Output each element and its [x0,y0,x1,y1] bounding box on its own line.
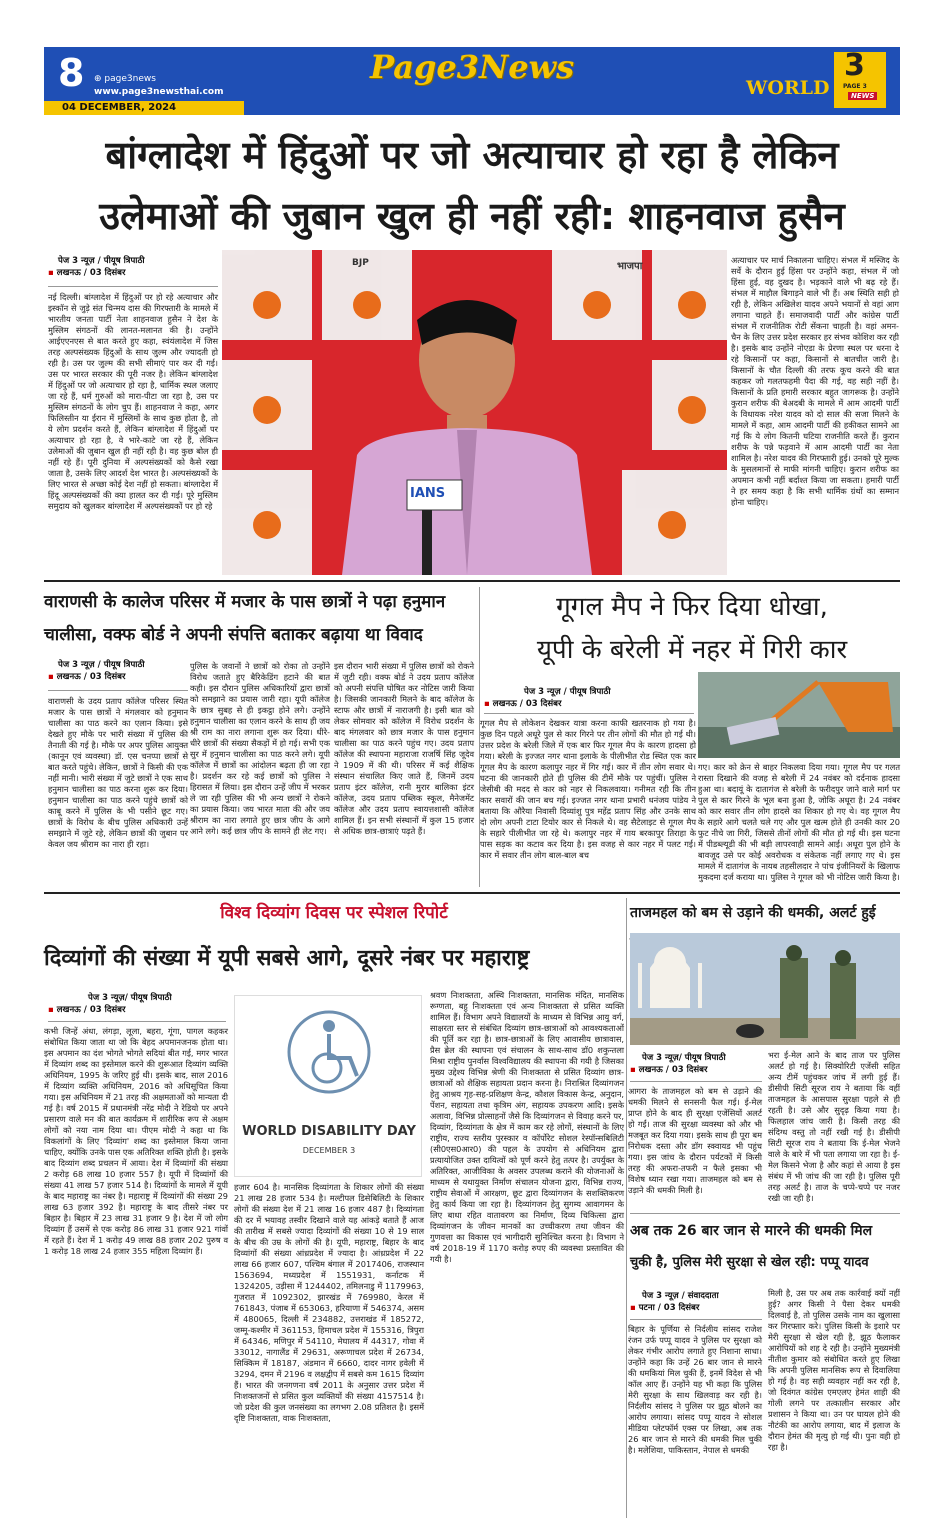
tajmahal-photo [630,933,900,1045]
byline-agency: पेज 3 न्यूज़ / पीयूष त्रिपाठी [58,256,145,266]
google-body-left: गूगल मैप से लोकेशन देखकर यात्रा करना काफी खतरनाक हो गया है। कुछ दिन पहले अधूरे पुल से कार गिरने पर तीन लोगों की मौत हो गई थी। उत्तर प्रदेश के बरेली जिले में एक बार फिर गूगल मैप के कारण हादसा हो गया। बरेली के इज्जत नगर थाना इलाके के पीलीभीत रोड स्थित एक कार गूगल मैप के कारण कलापुर नहर में गिर गई। कार में तीन लोग सवार थे। घटना की जानकारी होते ही पुलिस की टीमें मौके पर पहुंचीं। पुलिस ने जेसीबी की मदद से कार को नहर से निकलवाया। गनीमत रही कि तीन कार सवारों की जान बच गई। इज्जत नगर थाना प्रभारी धनंजय पांडेय ने बताया कि औरैया निवासी दिव्यांशु पुत्र महेंद्र प्रताप सिंह और उनके साथ दो लोग अपनी टाटा टियोर कार से निकले थे। वह सैटेलाइट से गूगल मैप के सहारे पीलीभीत जा रहे थे। कलापुर नहर में गाय बरकापुर तिराहा के पास सड़क का कटाव कर दिया है। इस वजह से कार नहर में पलट गई। कार में सवार तीन लोग बाल-बाल बच [480,718,696,860]
badge-line1: PAGE 3 [843,83,867,90]
tajmahal-body-right: भरा ई-मेल आने के बाद ताज पर पुलिस अलर्ट हो गई है। सिक्योरिटी एजेंसी सहित अन्य टीमें पहुंचकर जांच में लगी हुई हैं। डीसीपी सिटी सूरज राय ने बताया कि वहीं ताजमहल के आसपास सुरक्षा पहले से ही रहती है। उसे और सुदृढ़ किया गया है। फिलहाल जांच जारी है। किसी तरह की संदिग्ध वस्तु तो नहीं रखी गई है। डीसीपी सिटी सूरज राय ने बताया कि ई-मेल भेजने वाले के बारे में भी पता लगाया जा रहा है। ई-मेल किसने भेजा है और कहां से आया है इस संबंध में भी जांच की जा रही है। पुलिस पूरी तरह अलर्ट है। ताज के चप्पे-चप्पे पर नजर रखी जा रही है। [768,1050,900,1203]
byline-place: ▪ लखनऊ / 03 दिसंबर [484,699,562,709]
photo-graphic [698,672,900,758]
lead-headline-line2: उलेमाओं की जुबान खुल ही नहीं रही: शाहनवाज हुसैन [99,194,845,238]
divider [630,1213,900,1214]
divider [48,690,188,691]
varanasi-col3: इस दौरान भारी संख्या में पुलिस छात्रों को रोकने में जुटी रही। वक्फ बोर्ड ने उदय प्रताप कॉलेज को अपनी संपत्ति घोषित कर नोटिस जारी किया है। जिसकी जानकारी मिलने के बाद कॉलेज के स्टाफ और छात्रों में नाराजगी है। इसी बात को लेकर सोमवार को कॉलेज में विरोध प्रदर्शन के बाद मंगलवार को छात्र मजार के पास हनुमान चालीसा का पाठ करने पहुंच गए। उदय प्रताप कॉलेज की स्थापना महाराजा राजर्षि सिंह जूदेव ने 1909 में की थी। परिसर में कई शैक्षिक संस्थान संचालित किए जाते हैं, जिनमें उदय प्रताप इंटर कॉलेज, रानी मुरार बालिका इंटर कॉलेज, उदय प्रताप पब्लिक स्कूल, मैनेजमेंट कॉलेज और उदय प्रताप स्वायत्तशासी कॉलेज शामिल हैं। इन सभी संस्थानों में कुल 15 हजार से अधिक छात्र-छात्राएं पढ़ते हैं। [334,661,474,836]
varanasi-headline-line2: चालीसा, वक्फ बोर्ड ने अपनी संपत्ति बताकर बढ़ाया था विवाद [44,625,423,645]
divider [44,892,900,894]
disability-day-logo [234,995,422,1177]
photo-graphic [222,250,727,575]
logo-title: WORLD DISABILITY DAY [242,1124,416,1139]
column-divider [626,898,627,1518]
logo [370,48,580,96]
tajmahal-byline [630,1052,762,1080]
google-headline-line2: यूपी के बरेली में नहर में गिरी कार [536,635,848,665]
byline-agency: पेज 3 न्यूज़ / पीयूष त्रिपाठी [58,660,145,670]
varanasi-col1: वाराणसी के उदय प्रताप कॉलेज परिसर स्थित मजार के पास छात्रों ने मंगलवार को हनुमान चालीसा का पाठ करने का एलान किया। इसे देखते हुए मौके पर भारी संख्या में पुलिस की तैनाती की गई है। मौके पर अपर पुलिस आयुक्त (कानून एवं व्यवस्था) डॉ. एस चनप्पा छात्रों से बात करते पहुंचे। लेकिन, छात्रों ने किसी की एक नहीं मानी। भारी संख्या में जुटे छात्रों ने एक साथ हनुमान चालीसा का पाठ करना शुरू कर दिया। हनुमान चालीसा का पाठ करने पहुंचे छात्रों को काबू करने में पुलिस के भी पसीने छूट गए। छात्रों के विरोध के बीच पुलिस अधिकारी उन्हें समझाने में जुटे रहे, लेकिन छात्रों की जुबान पर केवल जय श्रीराम का नारा ही रहा। [48,696,188,849]
page3-badge [834,48,886,108]
logo-date: DECEMBER 3 [302,1146,356,1155]
byline-place: ▪ लखनऊ / 03 दिसंबर [48,672,126,682]
varanasi-headline-line1: वाराणसी के कालेज परिसर में मजार के पास छात्रों ने पढ़ा हनुमान [44,592,446,612]
lead-headline-line1: बांग्लादेश में हिंदुओं पर जो अत्याचार हो रहा है लेकिन [105,133,839,177]
disability-col3: श्रवण निःशक्तता, अस्थि निःशक्तता, मानसिक मंदित, मानसिक रूग्णता, बहु निःशक्तता एवं अन्य निःशक्तता से प्रसित व्यक्ति शामिल हैं। विभाग अपने विद्यालयों के माध्यम से विभिन्न आयु वर्ग, साक्षरता स्तर से संबंधित दिव्यांग छात्र-छात्राओं को आवश्यकताओं की पूर्ति कर रहा है। छात्र-छात्राओं के लिए आवासीय छात्रावास, प्रैस ब्रेल की स्थापना एवं संचालन के साथ-साथ डॉ0 शकुन्तला मिश्रा राष्ट्रीय पुनर्वास विश्वविद्यालय की स्थापना की गयी है जिसका मुख्य उद्देश्य विभिन्न श्रेणी की निःशक्तता से प्रसित दिव्यांग छात्र-छात्राओं को शैक्षिक सहायता प्रदान करना है। निराश्रित दिव्यांगजन हेतु आश्रय गृह-सह-प्रशिक्षण केन्द्र, कौशल विकास केन्द्र, अनुदान, पेंशन, सहायता तथा कृत्रिम अंग, सहायक उपकरण आदि। इसके अलावा, विभिन्न प्रोत्साहनों जैसे कि दिव्यांगजन से विवाह करने पर, दिव्यांग, दिव्यांगता के क्षेत्र में काम कर रहे लोगों, संस्थानों के लिए राष्ट्रीय, राज्य स्तरीय पुरस्कार व कॉर्पोरेट सोशल रेस्पॉन्सबिलिटी (सी0एस0आर0) की पहल के उपयोग से अधिनियम द्वारा प्रत्यायोजित उक्त दायित्वों को पूर्ण करने हेतु तत्पर है। उपर्युक्त के अतिरिक्त, आजीविका के अवसर उपलब्ध कराने की योजनाओं के माध्यम से यथायुक्त निर्माण संचालन योजना द्वारा, विभिन्न राज्य, राष्ट्रीय सेवाओं में आरक्षण, छूट द्वारा दिव्यांगजन के सशक्तिकरण हेतु कार्य किया जा रहा है। दिव्यांगजन हेतु सुगम्य आवागमन के लिए बाधा रहित वातावरण का निर्माण, दिव्य चिकित्सा द्वारा दिव्यांगजन के जीवन मानकों का उच्चीकरण तथा जीवन की गुणवत्ता का विकास एवं भागीदारी सुनिश्चित करना है। विभाग ने वर्ष 2018-19 में 1170 करोड़ रुपए की व्यवस्था प्रस्तावित की गयी है। [430,990,624,1264]
shahnawaz-photo [222,250,727,575]
google-headline-line1: गूगल मैप ने फिर दिया धोखा, [556,592,828,622]
backdrop-text-bjp: BJP [352,258,369,268]
google-body-right: गए। कार को क्रेन से बाहर निकलवा दिया गया। गूगल मैप पर गलत रास्ता दिखाने की वजह से बरेली में 24 नवंबर को दर्दनाक हादसा हुआ था। बदायूं के दातागंज से बरेली के फरीदपुर जाने वाले मार्ग पर पुल से कार गिरने के भूल बना हुआ है, जोकि अधूरा है। 24 नवंबर को कार सवार तीन लोग हादसे का शिकार हो गए थे। वह गूगल मैप के सहारे आगे चलते चले गए और पुल खत्म होते ही उनकी कार 20 फुट नीचे जा गिरी, जिससे तीनों लोगों की मौत हो गई थी। इस घटना में पीडब्ल्यूडी की भी बड़ी लापरवाही सामने आई। अधूरा पुल होने के बावजूद उसे पर कोई अवरोधक व संकेतक नहीं लगाए गए थे। इस मामले में दातागंज के नायब तहसीलदार ने पांच इंजीनियरों के खिलाफ मुकदमा दर्ज कराया था। पुलिस ने गूगल को भी नोटिस जारी किया है। [698,762,900,882]
divider [48,286,218,287]
byline-place: ▪ पटना / 03 दिसंबर [630,1303,700,1313]
section-label: WORLD [746,77,830,99]
mic-label: IANS [410,486,446,501]
pappu-byline [630,1290,762,1318]
pappu-headline-line2: चुकी है, पुलिस मेरी सुरक्षा से खेल रही: पप्पू यादव [630,1255,869,1270]
byline-agency: पेज 3 न्यूज़ / पीयूष त्रिपाठी [524,687,611,697]
backdrop-text-bjp-hi: भाजपा [617,261,643,272]
byline-place: ▪ लखनऊ / 03 दिसंबर [630,1065,708,1075]
badge-number: 3 [844,48,865,83]
lead-body-left: नई दिल्ली। बांग्लादेश में हिंदुओं पर हो रहे अत्याचार और इस्कॉन से जुड़े संत चिन्मय दास की गिरफ्तारी के मामले में भारतीय जनता पार्टी नेता शाहनवाज हुसैन ने देश के मुस्लिम संगठनों की लानत-मलानत की है। उन्होंने आईएएनएस से बात करते हुए कहा, स्वंयंलादेश में जिस तरह अल्पसंख्यक हिंदुओं के साथ जुल्म और ज्यादती हो रही है। उस पर जुल्म की सभी सीमाएं पार कर दी गई। उस पर भारत सरकार की पूरी नजर है। लेकिन बांग्लादेश में हिंदुओं पर जो अत्याचार हो रहा है, धार्मिक स्थल जलाए जा रहे हैं, धर्म गुरुओं को मारा-पीटा जा रहा है, उस पर मुस्लिम संगठनों के लोग चुप हैं। शाहनवाज ने कहा, अगर फिलिस्तीन या ईरान में मुस्लिमों के साथ कुछ होता है, तो ये लोग प्रदर्शन करते हैं, लेकिन बांग्लादेश में हिंदुओं पर अत्याचार हो रहा है, वे भारे-काटे जा रहे हैं, लेकिन उलेमाओं की जुबान खुल ही नहीं रही है। वह कुछ बोल ही नहीं रहे हैं। पूरी दुनिया में अल्पसंख्यकों को कैसे रखा जाता है, उसके लिए आदर्श देश भारत है। अल्पसंख्यकों के लिए भारत से अच्छा कोई देश नहीं हो सकता। बांग्लादेश में हिंदू अल्पसंख्यकों की क्या हालत कर दी गई। पूरे मुस्लिम समुदाय को खुलकर बांग्लादेश में अल्पसंख्यकों पर हो रहे [48,292,218,511]
byline-agency: पेज 3 न्यूज़/ पीयूष त्रिपाठी [88,993,172,1003]
photo-graphic [630,933,900,1045]
tajmahal-body-left: आगरा के ताजमहल को बम से उड़ाने की धमकी मिलने से सनसनी फैल गई। ई-मेल प्राप्त होने के बाद ही सुरक्षा एजेंसियों अलर्ट हो गईं। ताज की सुरक्षा व्यवस्था को और भी मजबूत कर दिया गया। इसके साथ ही पूरा बम निरोधक दस्ता और डॉग स्क्वायड भी पहुंच गया। इस जांच के दौरान पर्यटकों में किसी तरह की अफरा-तफरी न फैले इसका भी विशेष ध्यान रखा गया। ताजमहल को बम से उड़ाने की धमकी मिली है। [628,1086,762,1195]
canal-car-photo [698,672,900,758]
pappu-headline-line1: अब तक 26 बार जान से मारने की धमकी मिल [630,1223,873,1239]
varanasi-byline [48,659,188,689]
page-number: 8 [58,51,85,95]
logo-text: Page3News [370,48,575,86]
pappu-body-left: बिहार के पूर्णिया से निर्दलीय सांसद राजेश रंजन उर्फ पप्पू यादव ने पुलिस पर सुरक्षा को लेकर गंभीर आरोप लगाते हुए निशाना साधा। उन्होंने कहा कि उन्हें 26 बार जान से मारने की धमकियां मिल चुकी हैं, इनमें विदेश से भी कॉल आए हैं। उन्होंने यह भी कहा कि पुलिस मेरी सुरक्षा के साथ खिलवाड़ कर रही है। निर्दलीय सांसद ने पुलिस पर झूठ बोलने का आरोप लगाया। सांसद पप्पू यादव ने सोशल मीडिया प्लेटफॉर्म एक्स पर लिखा, अब तक 26 बार जान से मारने की धमकी मिल चुकी है। मलेशिया, पाकिस्तान, नेपाल से धमकी [628,1324,762,1455]
divider [484,713,694,714]
byline-place: ▪ लखनऊ / 03 दिसंबर [48,268,126,278]
site-handle: ⊕ page3news [94,74,156,84]
lead-byline [48,255,218,285]
pappu-body-right: मिली है, उस पर अब तक कार्रवाई क्यों नहीं हुई? अगर किसी ने पैसा देकर धमकी दिलवाई है, तो पुलिस उसके नाम का खुलासा कर गिरफ्तार करे। पुलिस किसी के इशारे पर मेरी सुरक्षा से खेल रही है, झूठ फैलाकर आरोपियों को शह दे रही है। उन्होंने मुख्यमंत्री नीतीश कुमार को संबोधित करते हुए लिखा कि अपनी पुलिस मानसिक रूप से दिवालिया हो गई है। वह सही व्यवहार नहीं कर रही है, जो दिवंगत कांग्रेस एमएलए हेमंत शाही की गोली लगने पर तत्कालीन सरकार और प्रशासन ने किया था। उन पर घायल होने की नौटंकी का आरोप लगाया, बाद में इलाज के दौरान हेमंत की मृत्यु हो गई थी। पुनः वही हो रहा है। [768,1288,900,1452]
disability-headline: दिव्यांगों की संख्या में यूपी सबसे आगे, दूसरे नंबर पर महाराष्ट्र [44,946,530,971]
divider [48,1021,226,1022]
varanasi-col2: पुलिस के जवानों ने छात्रों को रोका तो उन्होंने विरोध जताते हुए बैरिकेडिंग हटाने की बात कही। इस दौरान पुलिस अधिकारियों द्वारा छात्रों को समझाने का प्रयास जारी रहा। यूपी कॉलेज के छात्र सुबह से ही इकट्ठा होने लगे। उन्होंने हनुमान चालीसा का एलान करने के साथ ही जय श्री राम का नारा लगाना शुरू कर दिया। धीरे-धीरे छात्रों की संख्या सैकड़ों में हो गई। सभी एक सुर में हनुमान चालीसा का पाठ करने लगे। यूपी कॉलेज में छात्रों का आंदोलन बढ़ता ही जा रहा है। प्रदर्शन कर रहे कई छात्रों को पुलिस ने हिरासत में लिया। इस दौरान उन्हें जीप में भरकर ले जा रही पुलिस की भी अन्य छात्रों ने रोकने का प्रयास किया। जय भारत माता की और जय श्रीराम का नारा लगाते हुए छात्र जीप के आगे आने लगे। कई छात्र जीप के सामने ही लेट गए। [190,661,330,836]
disability-col2: हजार 604 है। मानसिक दिव्यांगता के शिकार लोगों की संख्या 21 लाख 28 हजार 534 है। मल्टीपल डिसेबिलिटी के शिकार लोगों की संख्या देश में 21 लाख 16 हजार 487 है। दिव्यांगता की दर में भयावह तस्वीर दिखाने वाले यह आंकड़े बताते हैं आज की तारीख में सबसे ज्यादा दिव्यांगों की संख्या 10 से 19 साल के बीच की उम्र के लोगों की है। यूपी, महाराष्ट्र, बिहार के बाद दिव्यांगों की संख्या आंध्रप्रदेश में ज्यादा है। आंध्रप्रदेश में 22 लाख 66 हजार 607, पश्चिम बंगाल में 2017406, राजस्थान 1563694, मध्यप्रदेश में 1551931, कर्नाटक में 1324205, उड़ीसा में 1244402, तमिलनाडु में 1179963, गुजरात में 1092302, झारखंड में 769980, केरल में 761843, पंजाब में 653063, हरियाणा में 546374, असम में 480065, दिल्ली में 234882, उत्तराखंड में 185272, जम्मू-कश्मीर में 361153, हिमाचल प्रदेश में 155316, त्रिपुरा में 64346, मणिपुर में 54110, मेघालय में 44317, गोवा में 33012, नागालैंड में 29631, अरूणाचल प्रदेश में 26734, सिक्किम में 18187, अंडमान में 6660, दादर नागर हवेली में 3294, दमन में 2196 व लक्षद्वीप में सबसे कम 1615 दिव्यांग हैं। भारत की जनगणना वर्ष 2011 के अनुसार उत्तर प्रदेश में निःशक्तजनों से प्रसित कुल व्यक्तियों की संख्या 4157514 है। जो प्रदेश की कुल जनसंख्या का लगभग 2.08 प्रतिशत है। इसमें दृष्टि निःशक्तता, वाक निःशक्तता, [234,1182,424,1423]
byline-place: ▪ लखनऊ / 03 दिसंबर [48,1005,126,1015]
google-byline [484,686,694,714]
divider [630,1081,762,1082]
site-url[interactable]: www.page3newsthai.com [94,87,224,97]
disability-col1: कभी जिन्हें अंधा, लंगड़ा, लूला, बहरा, गूंगा, पागल कहकर संबोधित किया जाता था जो कि बेहद अपमानजनक होता था। इस अपमान का दंश भोगते भोगते सदियां बीत गई, मगर भारत में दिव्यांग शब्द का इस्तेमाल करने की शुरूआत दिव्यांग व्यक्ति अधिनियम, 1995 के जरिए हुई थी। इसके बाद, साल 2016 में दिव्यांग व्यक्ति अधिनियम, 2016 को अधिसूचित किया गया। इस अधिनियम में 21 तरह की अक्षमताओं को मान्यता दी गई है। वर्ष 2015 में प्रधानमंत्री नरेंद्र मोदी ने रेडियो पर अपने प्रसारण वाले मन की बात कार्यक्रम में शारीरिक रूप से अक्षम लोगों को नया नाम दिया था। पीएम मोदी ने कहा था कि विकलांगों के लिए 'दिव्यांग' शब्द का इस्तेमाल किया जाना चाहिए, क्योंकि उनके पास एक अतिरिक्त शक्ति होती है। इसके बाद दिव्यांग शब्द प्रचलन में आया। देश में दिव्यांगों की संख्या 2 करोड़ 68 लाख 10 हजार 557 है। यूपी में दिव्यांगों की संख्या 41 लाख 57 हजार 514 है। दिव्यांगों के मामले में यूपी के बाद महाराष्ट्र का नंबर है। महाराष्ट्र में दिव्यांगों की संख्या 29 लाख 63 हजार 392 है। महाराष्ट्र के बाद तीसरे नंबर पर बिहार है। बिहार में 23 लाख 31 हजार 9 है। देश में जो लोग दिव्यांग हैं उसमें से एक करोड़ 86 लाख 31 हजार 921 गांवों में रहते हैं। देश में 1 करोड़ 49 लाख 88 हजार 202 पुरुष व 1 करोड़ 18 लाख 24 हजार 355 महिला दिव्यांग हैं। [44,1026,228,1256]
disability-kicker: विश्व दिव्यांग दिवस पर स्पेशल रिपोर्ट [220,903,448,923]
lead-body-right: अत्याचार पर मार्च निकालना चाहिए। संभल में मस्जिद के सर्वे के दौरान हुई हिंसा पर उन्होंने कहा, संभल में जो हिंसा हुई, वह दुखद है। भड़काने वाले भी बढ़ रहे हैं। संभल में माहौल बिगाड़ने वाले भी हैं। अब स्थिति सही हो रही है, लेकिन अखिलेश यादव अपने भयानों से वहां आग लगाना चाहते हैं। समाजवादी पार्टी और कांग्रेस पार्टी संभल में राजनीतिक रोटी सेंकना चाहती है। वहां अमन-चैन के लिए उत्तर प्रदेश सरकार हर संभव कोशिश कर रही है। इसके बाद उन्होंने नोएडा के प्रेरणा स्थल पर धरना दे रहे किसानों पर कहा, किसानों से बातचीत जारी है। किसानों के चौत दिल्ली की तरफ कूच करने की बात कहकर जो गलतफहमी पैदा की गई, वह सही नहीं है। किसानों के प्रति हमारी सरकार बहुत जागरूक है। उन्होंने कुरान शरीफ की बेअदबी के मामले में आम आदमी पार्टी के विधायक नरेश यादव को दो साल की सजा मिलने के मामले में कहा, आम आदमी पार्टी की हकीकत सामने आ गई कि ये लोग कितनी घटिया राजनीति करते हैं। कुरान शरीफ के पन्ने फड़वाने में आम आदमी पार्टी का नेता शामिल है। नरेश यादव की गिरफ्तारी हुई। उनको पूरे मुल्क के मुसलमानों से माफी मांगनी चाहिए। कुरान शरीफ का अपमान कभी नहीं बर्दाश्त किया जा सकता। हमारी पार्टी ने हर समय कहा है कि सभी धार्मिक ग्रंथों का सम्मान होना चाहिए। [731,255,899,507]
wheelchair-icon [235,996,423,1106]
globe-icon: ⊕ [94,74,105,84]
byline-agency: पेज 3 न्यूज़/ पीयूष त्रिपाठी [642,1053,726,1063]
masthead-date-bar [44,101,244,115]
byline-agency: पेज 3 न्यूज़ / संवाददाता [642,1291,719,1301]
tajmahal-headline: ताजमहल को बम से उड़ाने की धमकी, अलर्ट हुई [630,905,876,921]
issue-date: 04 DECEMBER, 2024 [62,102,177,113]
badge-line2: NEWS [848,92,877,100]
disability-byline [48,992,226,1020]
divider [630,1319,762,1320]
divider [44,580,900,582]
